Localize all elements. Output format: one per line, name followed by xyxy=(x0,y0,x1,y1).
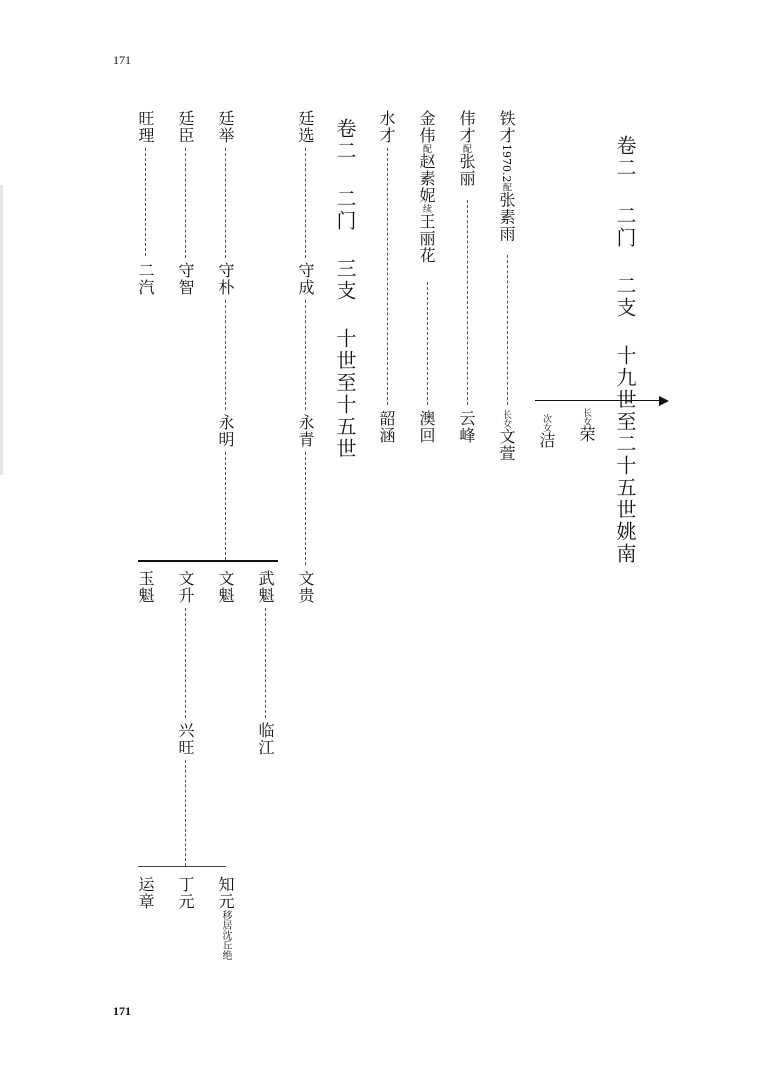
person-shaohan: 韶涵 xyxy=(377,410,396,444)
person-tingxuan: 廷选 xyxy=(296,110,315,144)
lineage-line xyxy=(507,255,508,405)
person-shoupu: 守朴 xyxy=(216,262,235,296)
person-rong: 长女荣 xyxy=(577,408,596,443)
person-xingwang: 兴旺 xyxy=(176,722,195,756)
lineage-line xyxy=(185,148,186,258)
person-wensheng: 文升 xyxy=(176,570,195,604)
person-tingju: 廷举 xyxy=(216,110,235,144)
sibling-bracket xyxy=(138,866,226,867)
person-linjiang: 临江 xyxy=(256,722,275,756)
lineage-line xyxy=(265,608,266,718)
person-erqi: 二汽 xyxy=(136,262,155,296)
section-heading-right: 卷二 二门 二支 十九世至二十五世姚南 xyxy=(613,135,637,565)
person-wukui: 武魁 xyxy=(256,570,275,604)
person-jinwei: 金伟配赵素妮续王丽花 xyxy=(417,110,436,264)
lineage-line xyxy=(305,300,306,410)
lineage-line xyxy=(185,760,186,866)
person-wenkui: 文魁 xyxy=(216,570,235,604)
person-yukui: 玉魁 xyxy=(136,570,155,604)
lineage-line xyxy=(225,300,226,410)
arrow-line xyxy=(535,400,661,401)
lineage-line xyxy=(467,200,468,405)
person-zhiyuan: 知元移居沈丘绝 xyxy=(216,876,235,960)
person-tingchen: 廷臣 xyxy=(176,110,195,144)
lineage-line xyxy=(185,608,186,718)
sibling-bracket xyxy=(138,560,278,562)
page-number-top: 171 xyxy=(113,53,131,67)
person-shoucheng: 守成 xyxy=(296,262,315,296)
lineage-line xyxy=(305,452,306,565)
person-yunzhang: 运章 xyxy=(136,876,155,910)
person-yongming: 永明 xyxy=(216,414,235,448)
lineage-line xyxy=(225,452,226,560)
person-tiecai: 铁才1970.2配张素雨 xyxy=(497,110,516,243)
person-weicai: 伟才配张丽 xyxy=(457,110,476,187)
person-aohui: 澳回 xyxy=(417,410,436,444)
lineage-line xyxy=(305,148,306,258)
person-yunfeng: 云峰 xyxy=(457,410,476,444)
page-number-bottom: 171 xyxy=(113,1004,131,1018)
person-jie: 次女洁 xyxy=(537,414,556,449)
lineage-line xyxy=(427,282,428,405)
lineage-line xyxy=(225,148,226,258)
arrow-head-icon xyxy=(659,396,669,406)
page-edge-shading xyxy=(0,185,3,475)
person-shouzhi: 守智 xyxy=(176,262,195,296)
person-shuicai: 水才 xyxy=(377,110,396,144)
lineage-line xyxy=(145,148,146,256)
person-wenxuan: 长女文萱 xyxy=(497,410,516,462)
section-heading-left: 卷二 二门 三支 十世至十五世 xyxy=(333,118,357,460)
person-dingyuan: 丁元 xyxy=(176,876,195,910)
person-yongqing: 永青 xyxy=(296,414,315,448)
lineage-line xyxy=(387,148,388,405)
person-wengui: 文贵 xyxy=(296,570,315,604)
person-wangli: 旺理 xyxy=(136,110,155,144)
